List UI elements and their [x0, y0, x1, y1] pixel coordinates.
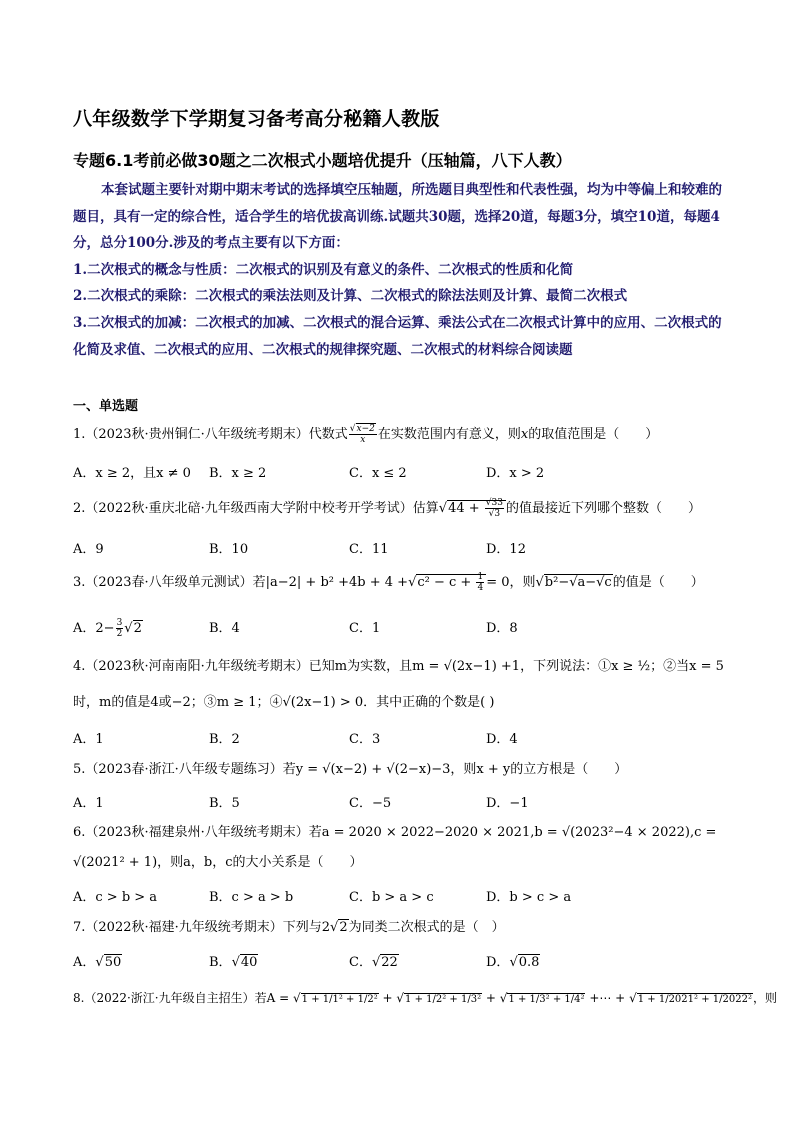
option-label: B．	[209, 955, 232, 970]
radicand: 0.8	[518, 955, 540, 970]
radicand: b²−√a−√c	[544, 575, 612, 590]
question-4-line-2: 时，m的值是4或−2；③m ≥ 1；④√(2x−1) > 0．其中正确的个数是( )	[73, 695, 495, 710]
question-stem: 的取值范围是（ ）	[528, 427, 659, 442]
radicand: 1 + 1/3² + 1/4²	[508, 994, 585, 1005]
option-label: A．2−	[73, 621, 115, 636]
question-number: 1.	[73, 427, 86, 442]
ellipsis: +⋯ +	[589, 991, 626, 1005]
question-source: （2023春·八年级单元测试）	[85, 575, 253, 590]
question-stem: 代数式	[308, 427, 348, 442]
radicand: 1 + 1/1² + 1/2²	[301, 994, 378, 1005]
question-source: （2023春·浙江·八年级专题练习）	[85, 762, 283, 777]
question-stem: 若A =	[254, 991, 290, 1005]
denominator: 4	[477, 583, 484, 593]
question-8: 8.（2022·浙江·九年级自主招生）若A = √1 + 1/1² + 1/2² + √1 + 1/2² + 1/3² + √1 + 1/3² + 1/4² +⋯ + √1 + 1/2021² + 1/2022²，则	[73, 991, 777, 1005]
option-label: D．	[486, 955, 510, 970]
radical: √c² − c + $\frac{1}{4}$	[408, 572, 486, 594]
option-b[interactable]: B．x ≥ 2	[209, 466, 267, 481]
option-c[interactable]: C．−5	[349, 796, 392, 811]
intro-point-3: 3.二次根式的加减：二次根式的加减、二次根式的混合运算、乘法公式在二次根式计算中的应用、二次根式的化简及求值、二次根式的应用、二次根式的规律探究题、二次根式的材料综合阅读题	[73, 314, 722, 358]
section-title-single-choice: 一、单选题	[73, 399, 139, 414]
question-source: （2023秋·福建泉州·八年级统考期末）	[85, 825, 309, 840]
radicand: 1 + 1/2021² + 1/2022²	[637, 994, 752, 1005]
option-a[interactable]: A．2− $\frac{3}{2}$ √2	[73, 618, 142, 639]
option-a[interactable]: A．√50	[73, 955, 122, 970]
option-d[interactable]: D．√0.8	[486, 955, 540, 970]
radicand: 22	[381, 955, 398, 970]
option-a[interactable]: A．x ≥ 2，且x ≠ 0	[73, 466, 191, 481]
question-7: 7.（2022秋·福建·九年级统考期末）下列与2√2为同类二次根式的是（ ）	[73, 920, 505, 935]
option-d[interactable]: D．x > 2	[486, 466, 545, 481]
variable: x	[520, 427, 529, 442]
question-6-line-2: √(2021² + 1)，则a，b，c的大小关系是（ ）	[73, 855, 363, 870]
question-source: （2023秋·贵州铜仁·八年级统考期末）	[85, 427, 309, 442]
radicand: c² − c +	[417, 575, 476, 590]
intro-paragraph: 本套试题主要针对期中期末考试的选择填空压轴题，所选题目典型性和代表性强，均为中等偏上和较难的题目，具有一定的综合性，适合学生的培优拔高训练.试题共30题，选择20道，每题3分，填空10道，每题4分，总分100分.涉及的考点主要有以下方面：	[73, 182, 722, 252]
fraction: $\frac{√x-2}{x}$	[349, 424, 375, 445]
option-a[interactable]: A．9	[73, 542, 104, 557]
radicand: 1 + 1/2² + 1/3²	[405, 994, 482, 1005]
radicand: 2	[339, 920, 348, 935]
numerator: 1	[477, 572, 484, 582]
question-stem: 若a = 2020 × 2022−2020 × 2021,b = √(2023²−4 × 2022),c =	[308, 825, 717, 840]
radical: √44 + $\frac{√33}{√3}$	[439, 498, 506, 520]
option-d[interactable]: D．−1	[486, 796, 529, 811]
question-number: 7.	[73, 920, 86, 935]
question-number: 5.	[73, 762, 86, 777]
numerator: 3	[116, 618, 123, 628]
question-2	[73, 498, 701, 520]
option-label: C．	[349, 955, 372, 970]
option-b[interactable]: B．√40	[209, 955, 258, 970]
option-c[interactable]: C．3	[349, 732, 381, 747]
radicand: x−2	[356, 424, 375, 434]
question-stem: 的值最接近下列哪个整数（ ）	[506, 501, 702, 516]
radicand: 50	[104, 955, 122, 970]
option-b[interactable]: B．2	[209, 732, 240, 747]
option-d[interactable]: D．4	[486, 732, 518, 747]
question-stem: 在实数范围内有意义，则	[377, 427, 521, 442]
option-d[interactable]: D．8	[486, 621, 518, 636]
question-source: （2022·浙江·九年级自主招生）	[84, 991, 255, 1005]
question-source: （2022秋·重庆北碚·九年级西南大学附中校考开学考试）	[85, 501, 413, 516]
question-source: （2023秋·河南南阳·九年级统考期末）	[85, 659, 309, 674]
option-c[interactable]: C．11	[349, 542, 389, 557]
radicand: 44	[448, 501, 465, 516]
denominator: 2	[116, 629, 123, 639]
question-number: 3.	[73, 575, 86, 590]
question-stem: ，则	[752, 991, 777, 1005]
question-number: 6.	[73, 825, 86, 840]
option-a[interactable]: A．1	[73, 796, 104, 811]
option-b[interactable]: B．5	[209, 796, 240, 811]
question-stem: = 0，则	[486, 575, 536, 590]
option-c[interactable]: C．x ≤ 2	[349, 466, 407, 481]
question-6	[73, 822, 716, 844]
question-3: 3.（2023春·八年级单元测试）若|a−2| + b² +4b + 4 +√c² − c + $\frac{1}{4}$ = 0，则√b²−√a−√c的值是（ ）	[73, 572, 704, 593]
option-d[interactable]: D．12	[486, 542, 526, 557]
option-c[interactable]: C．b > a > c	[349, 890, 434, 905]
option-b[interactable]: B．c > a > b	[209, 890, 294, 905]
question-stem: 若y = √(x−2) + √(2−x)−3，则x + y的立方根是（ ）	[282, 762, 628, 777]
option-c[interactable]: C．1	[349, 621, 381, 636]
question-stem: 估算	[412, 501, 439, 516]
option-c[interactable]: C．√22	[349, 955, 398, 970]
intro-block	[73, 177, 725, 363]
question-source: （2022秋·福建·九年级统考期末）	[85, 920, 283, 935]
denominator: x	[360, 435, 366, 445]
question-number: 8.	[73, 991, 85, 1005]
question-1	[73, 424, 658, 446]
question-5	[73, 759, 627, 781]
question-stem: 的值是（ ）	[612, 575, 704, 590]
question-stem: 下列与2	[282, 920, 331, 935]
option-d[interactable]: D．b > c > a	[486, 890, 572, 905]
question-number: 4.	[73, 659, 86, 674]
question-stem: 为同类二次根式的是（ ）	[348, 920, 505, 935]
option-a[interactable]: A．1	[73, 732, 104, 747]
option-b[interactable]: B．4	[209, 621, 240, 636]
intro-point-1: 1.二次根式的概念与性质：二次根式的识别及有意义的条件、二次根式的性质和化简	[73, 261, 574, 278]
question-4	[73, 656, 724, 678]
option-a[interactable]: A．c > b > a	[73, 890, 158, 905]
radicand: 33	[491, 498, 503, 508]
radicand: 2	[133, 621, 142, 636]
intro-point-2: 2.二次根式的乘除：二次根式的乘法法则及计算、二次根式的除法法则及计算、最简二次根式	[73, 288, 628, 305]
question-stem: 已知m为实数，且m = √(2x−1) +1，下列说法：①x ≥ ½；②当x = 5	[308, 659, 724, 674]
option-label: A．	[73, 955, 96, 970]
document-title: 八年级数学下学期复习备考高分秘籍人教版	[73, 108, 440, 130]
radicand: 40	[240, 955, 258, 970]
question-stem: 若|a−2| + b² +4b + 4 +	[252, 575, 409, 590]
question-number: 2.	[73, 501, 86, 516]
document-subtitle: 专题6.1考前必做30题之二次根式小题培优提升（压轴篇，八下人教）	[73, 151, 572, 170]
option-b[interactable]: B．10	[209, 542, 249, 557]
radicand: 3	[494, 509, 501, 519]
